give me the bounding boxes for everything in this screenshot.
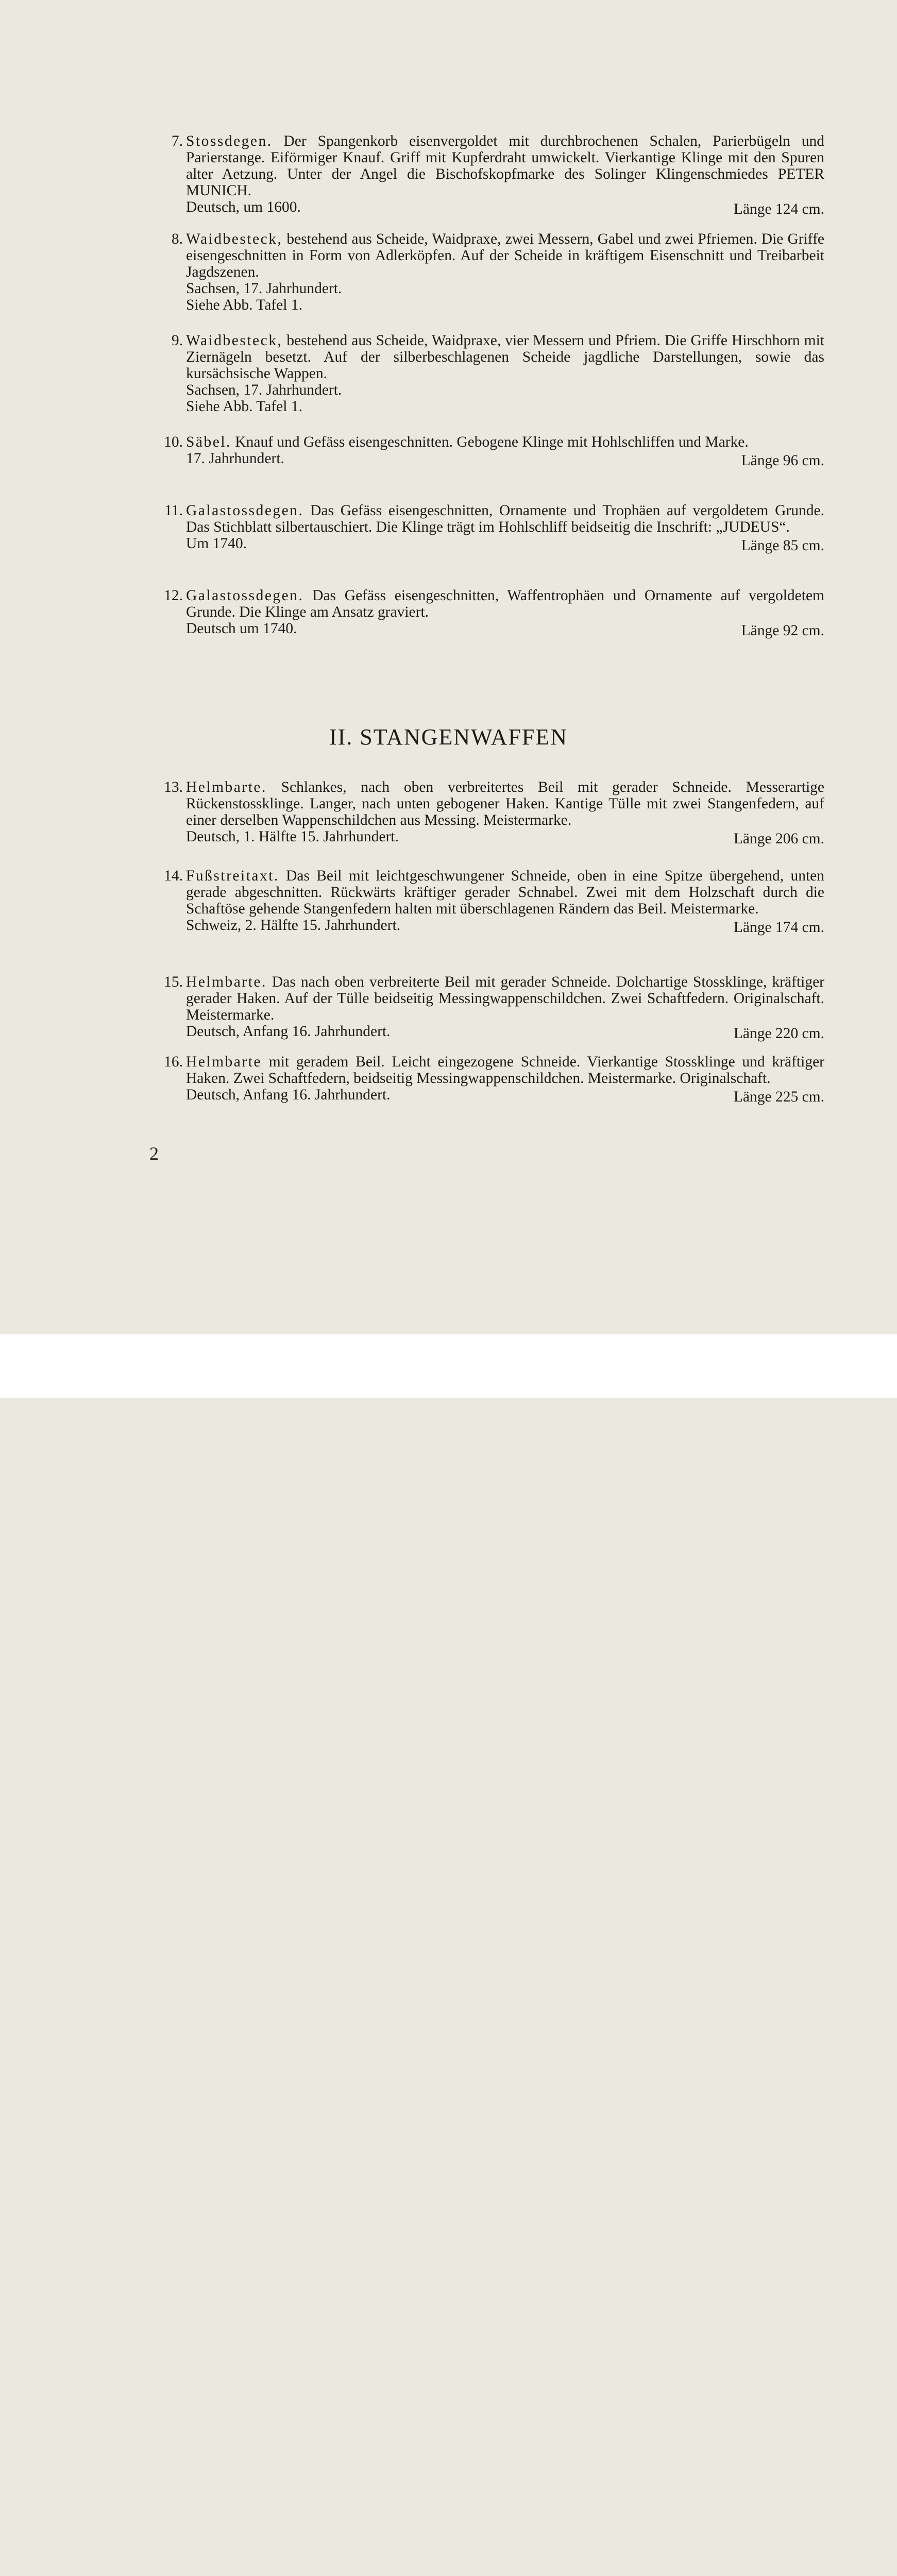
- entry-body: [186, 974, 824, 1040]
- entry-body: [186, 231, 824, 313]
- entry-title: Helmbarte.: [186, 779, 267, 795]
- entry-body: [186, 1054, 824, 1103]
- entry-length: Länge 220 cm.: [733, 1025, 824, 1042]
- entry-meta-line: [186, 382, 824, 398]
- entry-body: [186, 868, 824, 934]
- entry-meta-line: [186, 828, 824, 845]
- entry-description: [186, 974, 824, 1023]
- entry-title: Galastossdegen.: [186, 502, 304, 519]
- entry-length: Länge 124 cm.: [733, 201, 824, 217]
- entry-origin: Deutsch, Anfang 16. Jahrhundert.: [186, 1087, 391, 1103]
- entry-origin: 17. Jahrhundert.: [186, 450, 284, 467]
- entry-text: Das Beil mit leichtgeschwungener Schneide, oben in eine Spitze übergehend, unten gerade abgeschnitten. Rückwärts kräftiger gerader Schnabel. Zwei mit dem Holzschaft durch die Schaftöse gehende Stangenfedern halten mit überschlagenen Rändern das Beil. Meistermarke.: [186, 868, 824, 917]
- entry-number: 10.: [164, 434, 183, 450]
- entry-title: Säbel.: [186, 434, 231, 450]
- entry-origin: Schweiz, 2. Hälfte 15. Jahrhundert.: [186, 917, 401, 934]
- entry-description: [186, 779, 824, 828]
- entry-number: 8.: [171, 231, 183, 247]
- entry-meta-line: [186, 535, 824, 552]
- entry-meta-line: [186, 297, 824, 313]
- entry-number: 7.: [171, 133, 183, 149]
- entry-length: Länge 92 cm.: [741, 622, 824, 639]
- entry-number: 14.: [164, 868, 183, 884]
- entry-number: 13.: [164, 779, 183, 795]
- entry-description: [186, 133, 824, 199]
- entry-text: mit geradem Beil. Leicht eingezogene Schneide. Vierkantige Stossklinge und kräftiger Haken. Zwei Schaftfedern, beidseitig Messingwappenschildchen. Meistermarke. Originalschaft.: [186, 1054, 824, 1087]
- entry-length: Länge 96 cm.: [741, 452, 824, 469]
- entry-meta-line: [186, 917, 824, 934]
- entry-body: [186, 502, 824, 552]
- entry-meta-line: [186, 620, 824, 637]
- entry-description: [186, 332, 824, 382]
- entry-title: Fußstreitaxt.: [186, 868, 279, 884]
- entry-body: [186, 434, 824, 467]
- entry-number: 9.: [171, 332, 183, 349]
- entry-origin: Siehe Abb. Tafel 1.: [186, 398, 302, 415]
- entry-body: [186, 587, 824, 637]
- digitization-footer: [0, 1334, 897, 1398]
- entry-meta-line: [186, 1087, 824, 1103]
- entry-title: Waidbesteck,: [186, 231, 283, 247]
- entry-title: Stossdegen.: [186, 133, 273, 149]
- entry-meta-line: [186, 450, 824, 467]
- entry-meta-line: [186, 199, 824, 215]
- entry-text: Das Gefäss eisengeschnitten, Waffentrophäen und Ornamente auf vergoldetem Grunde. Die Klinge am Ansatz graviert.: [186, 587, 824, 620]
- entry-text: Das nach oben verbreiterte Beil mit gerader Schneide. Dolchartige Stossklinge, kräftiger gerader Haken. Auf der Tülle beidseitig Messingwappenschildchen. Zwei Schaftfedern. Originalschaft. Meistermarke.: [186, 974, 824, 1023]
- entry-meta-line: [186, 398, 824, 415]
- entry-origin: Sachsen, 17. Jahrhundert.: [186, 280, 342, 297]
- entry-text: Der Spangenkorb eisenvergoldet mit durchbrochenen Schalen, Parierbügeln und Parierstange. Eiförmiger Knauf. Griff mit Kupferdraht umwickelt. Vierkantige Klinge mit den Spuren alter Aetzung. Unter der Angel die Bischofskopfmarke des Solinger Klingenschmiedes PETER MUNICH.: [186, 133, 824, 199]
- entry-title: Waidbesteck,: [186, 332, 283, 349]
- entry-origin: Deutsch, Anfang 16. Jahrhundert.: [186, 1023, 391, 1040]
- entry-body: [186, 133, 824, 215]
- section-heading: II. STANGENWAFFEN: [329, 724, 568, 750]
- entry-body: [186, 779, 824, 845]
- entry-title: Helmbarte: [186, 1054, 262, 1070]
- entry-title: Galastossdegen.: [186, 587, 304, 604]
- entry-description: [186, 1054, 824, 1087]
- entry-title: Helmbarte.: [186, 974, 267, 990]
- entry-number: 11.: [164, 502, 183, 519]
- entry-text: bestehend aus Scheide, Waidpraxe, zwei Messern, Gabel und zwei Pfriemen. Die Griffe eisengeschnitten in Form von Adlerköpfen. Auf der Scheide in kräftigem Eisenschnitt und Treibarbeit Jagdszenen.: [186, 231, 824, 280]
- entry-length: Länge 206 cm.: [733, 831, 824, 847]
- entry-text: Das Gefäss eisengeschnitten, Ornamente und Trophäen auf vergoldetem Grunde. Das Stichblatt silbertauschiert. Die Klinge trägt im Hohlschliff beidseitig die Inschrift: „JUDEUS“.: [186, 502, 824, 535]
- entry-origin: Sachsen, 17. Jahrhundert.: [186, 382, 342, 398]
- entry-description: [186, 231, 824, 280]
- entry-origin: Deutsch um 1740.: [186, 620, 297, 637]
- entry-text: Knauf und Gefäss eisengeschnitten. Gebogene Klinge mit Hohlschliffen und Marke.: [231, 434, 749, 450]
- entry-description: [186, 434, 824, 450]
- entry-description: [186, 502, 824, 535]
- entry-origin: Deutsch, 1. Hälfte 15. Jahrhundert.: [186, 828, 399, 845]
- entry-origin: Siehe Abb. Tafel 1.: [186, 297, 302, 313]
- entry-number: 16.: [164, 1054, 183, 1070]
- entry-origin: Um 1740.: [186, 535, 247, 552]
- entry-number: 12.: [164, 587, 183, 604]
- entry-body: [186, 332, 824, 415]
- entry-description: [186, 868, 824, 917]
- entry-meta-line: [186, 1023, 824, 1040]
- entry-number: 15.: [164, 974, 183, 990]
- entry-length: Länge 85 cm.: [741, 537, 824, 554]
- entry-description: [186, 587, 824, 620]
- entry-origin: Deutsch, um 1600.: [186, 199, 301, 215]
- entry-meta-line: [186, 280, 824, 297]
- entry-length: Länge 174 cm.: [733, 919, 824, 936]
- entry-length: Länge 225 cm.: [733, 1089, 824, 1105]
- entry-text: bestehend aus Scheide, Waidpraxe, vier Messern und Pfriem. Die Griffe Hirschhorn mit Ziernägeln besetzt. Auf der silberbeschlagenen Scheide jagdliche Darstellungen, sowie das kursächsische Wappen.: [186, 332, 824, 382]
- entry-text: Schlankes, nach oben verbreitertes Beil mit gerader Schneide. Messerartige Rückenstossklinge. Langer, nach unten gebogener Haken. Kantige Tülle mit zwei Stangenfedern, auf einer derselben Wappenschildchen aus Messing. Meistermarke.: [186, 779, 824, 828]
- page-number: 2: [149, 1143, 159, 1164]
